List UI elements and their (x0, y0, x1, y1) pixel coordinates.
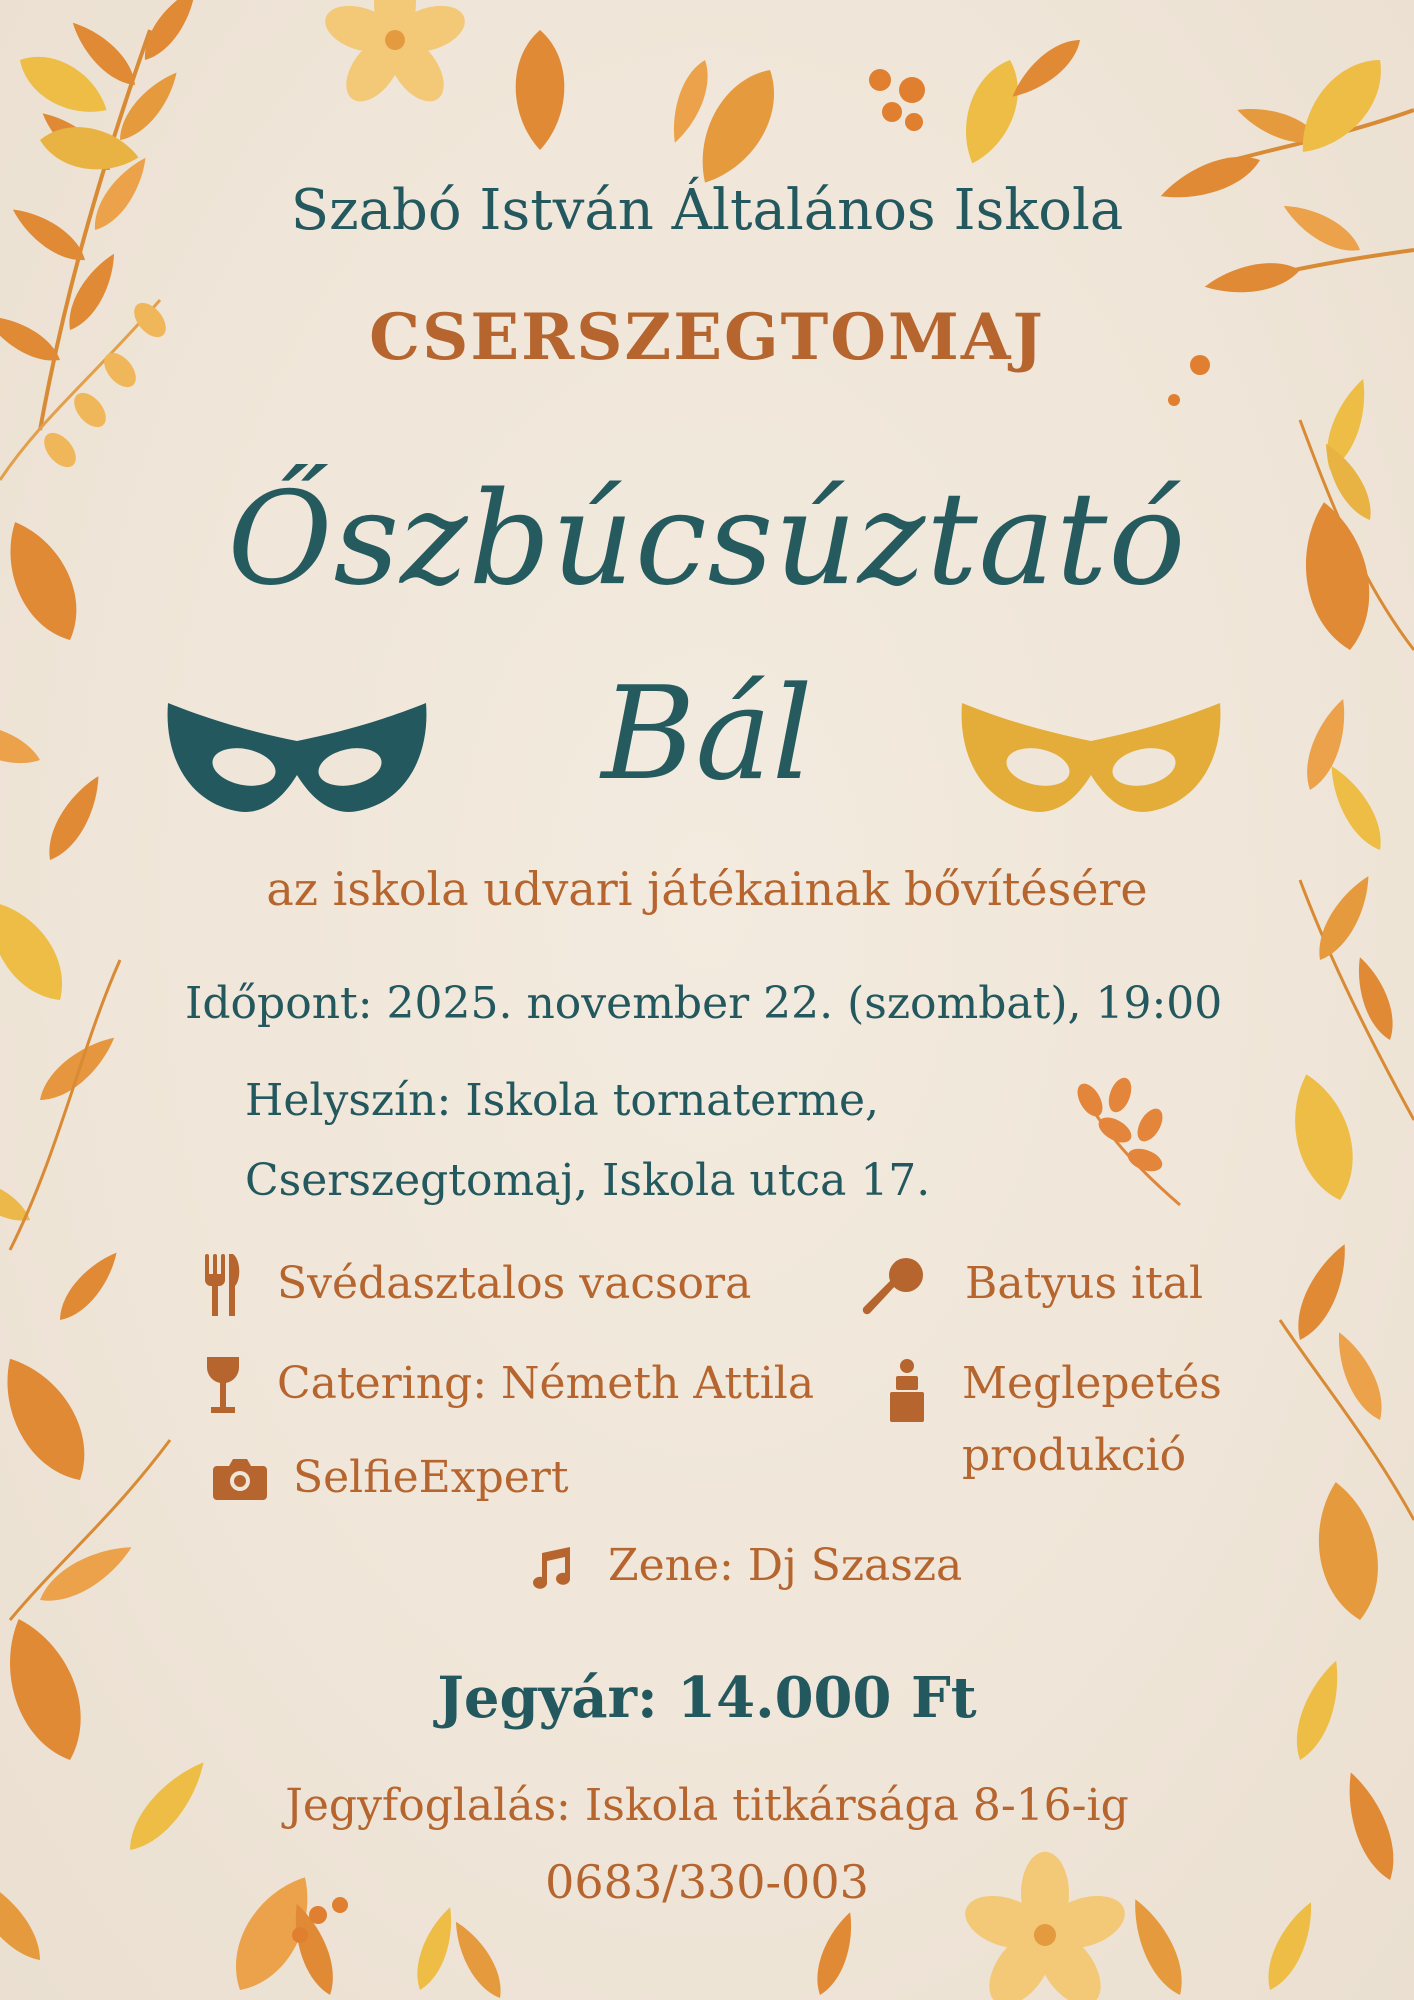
ticket-price: Jegyár: 14.000 Ft (437, 1665, 977, 1731)
feature-surprise-line2: produkció (962, 1430, 1187, 1481)
wine-glass-icon (203, 1355, 243, 1417)
feature-dinner: Svédasztalos vacsora (277, 1258, 752, 1309)
feature-catering: Catering: Németh Attila (277, 1358, 815, 1409)
mask-icon-left (158, 683, 436, 823)
booking-phone: 0683/330-003 (545, 1855, 869, 1909)
event-subtitle: az iskola udvari játékainak bővítésére (266, 862, 1148, 916)
feature-photo: SelfieExpert (293, 1452, 569, 1503)
feature-surprise-line1: Meglepetés (962, 1358, 1222, 1409)
event-title-line1: Őszbúcsúztató (227, 465, 1187, 614)
microphone-icon (862, 1255, 926, 1319)
camera-icon (213, 1456, 267, 1500)
event-location-line1: Helyszín: Iskola tornaterme, (245, 1075, 880, 1126)
feature-drink: Batyus ital (965, 1258, 1204, 1309)
fork-knife-icon (203, 1250, 243, 1318)
flower-top (319, 0, 470, 111)
gift-figure-icon (888, 1358, 926, 1424)
leaves-right-top (951, 31, 1398, 300)
school-name: Szabó István Általános Iskola (290, 178, 1124, 243)
mask-icon-right (952, 683, 1230, 823)
feature-music: Zene: Dj Szasza (608, 1540, 963, 1591)
music-note-icon (528, 1545, 574, 1591)
town-name: CSERSZEGTOMAJ (369, 300, 1045, 375)
event-location-line2: Cserszegtomaj, Iskola utca 17. (245, 1155, 931, 1206)
event-title-line2: Bál (601, 660, 813, 809)
event-datetime: Időpont: 2025. november 22. (szombat), 19:00 (185, 978, 1223, 1029)
ticket-booking: Jegyfoglalás: Iskola titkársága 8-16-ig (285, 1780, 1129, 1831)
